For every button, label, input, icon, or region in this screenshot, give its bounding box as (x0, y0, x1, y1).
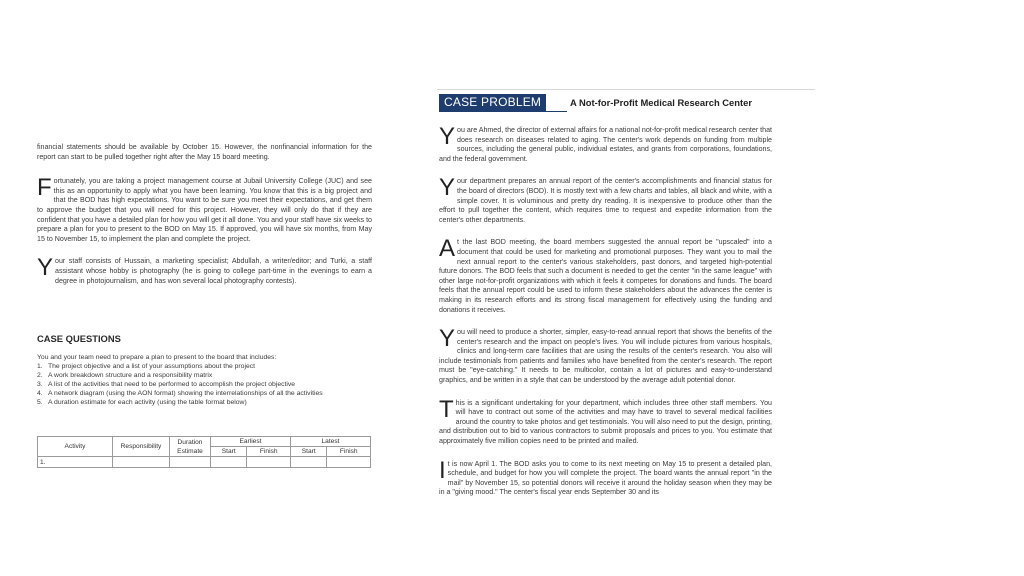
right-column (439, 123, 772, 498)
drop-cap: Y (439, 174, 456, 202)
badge-underline (439, 111, 567, 112)
table-row (38, 457, 371, 468)
table-cell (247, 457, 291, 468)
right-paragraph-1: You are Ahmed, the director of external affairs for a national not-for-profit medical research center that does research on diseases related to aging. The center's work depends on funding from multiple sources, including the general public, individual estates, and grants from corporations, foundations, and the federal government. (439, 123, 772, 163)
col-earliest-start: Start (211, 447, 247, 457)
right-paragraph-6: It is now April 1. The BOD asks you to come to its next meeting on May 15 to present a detailed plan, schedule, and budget for how you will complete the project. The board wants the annual report "in the mail" by November 15, so potential donors will receive it around the holiday season when they may be in a "giving mood." The center's fiscal year ends September 30 and its (439, 456, 772, 497)
case-questions-title: CASE QUESTIONS (37, 333, 121, 344)
header-rule (437, 89, 815, 90)
left-paragraph-3: Your staff consists of Hussain, a marketing specialist; Abdullah, a writer/editor; and Turki, a staff assistant whose hobby is photography (he is going to college part-time in the evenings to earn a degree in photojournalism, and has won several local photography contests). (37, 254, 372, 285)
col-activity: Activity (38, 437, 113, 457)
right-paragraph-4: You will need to produce a shorter, simpler, easy-to-read annual report that shows the benefits of the center's research and the impact on people's lives. You will include pictures from various hospitals, clinics and long-term care facilities that are using the results of the center's research. You also will include testimonials from patients and families who have benefited from the center's research. The report must be "eye-catching." It needs to be multicolor, contain a lot of pictures and easy-to-understand graphics, and be written in a style that can be understood by the average adult potential donor. (439, 325, 772, 385)
list-item: 2. A work breakdown structure and a responsibility matrix (37, 372, 213, 379)
left-paragraph-1: financial statements should be available by October 15. However, the nonfinancial information for the report can start to be pulled together right after the May 15 board meeting. (37, 143, 372, 161)
activity-table (37, 436, 371, 468)
case-problem-badge: CASE PROBLEM (439, 94, 546, 111)
col-latest: Latest (290, 437, 370, 447)
col-latest-start: Start (290, 447, 326, 457)
list-item: 5. A duration estimate for each activity (using the table format below) (37, 399, 247, 406)
table-cell (290, 457, 326, 468)
list-item: 4. A network diagram (using the AON format) showing the interrelationships of all the activities (37, 390, 323, 397)
list-item: 3. A list of the activities that need to be performed to accomplish the project objective (37, 381, 296, 388)
left-column (37, 143, 372, 286)
col-latest-finish: Finish (327, 447, 371, 457)
col-earliest-finish: Finish (247, 447, 291, 457)
table-cell (113, 457, 170, 468)
table-cell (170, 457, 211, 468)
table-cell (211, 457, 247, 468)
case-questions-list (37, 362, 372, 407)
case-questions-intro: You and your team need to prepare a plan to present to the board that includes: (37, 354, 277, 361)
right-paragraph-5: This is a significant undertaking for your department, which includes three other staff members. You will have to contract out some of the activities and may have to travel to several medical facilities around the country to take photos and get testimonials. You will also need to put the design, printing, and distribution out to bid to various contractors to submit proposals and prices to you. You estimate that approximately five million copies need to be printed and mailed. (439, 395, 772, 446)
right-paragraph-3: At the last BOD meeting, the board members suggested the annual report be "upscaled" into a document that could be used for marketing and promotional purposes. They want you to mail the next annual report to the center's various stakeholders, past donors, and targeted high-potential future donors. The BOD feels that such a document is needed to get the center "in the same league" with other large not-for-profit organizations with which it feels it competes for donations and funds. The board feels that the annual report could be used to inform these stakeholders about the advances the center is making in its research efforts and its strong fiscal management for effectively using the funding and donations it receives. (439, 235, 772, 314)
right-paragraph-2: Your department prepares an annual report of the center's accomplishments and financial status for the board of directors (BOD). It is mostly text with a few charts and tables, all black and white, with a simple cover. It is voluminous and pretty dry reading. It is inexpensive to produce other than the effort to pull together the content, which requires time to request and expedite information from the center's other departments. (439, 174, 772, 224)
drop-cap: Y (439, 325, 456, 353)
drop-cap: Y (37, 254, 54, 282)
drop-cap: Y (439, 123, 456, 150)
col-earliest: Earliest (211, 437, 291, 447)
drop-cap: T (439, 395, 454, 423)
col-duration: Duration Estimate (170, 437, 211, 457)
drop-cap: I (439, 456, 446, 484)
table-cell (327, 457, 371, 468)
case-problem-header (439, 94, 815, 111)
list-item: 1. The project objective and a list of your assumptions about the project (37, 363, 256, 370)
drop-cap: A (439, 235, 456, 263)
table-cell: 1. (38, 457, 113, 468)
drop-cap: F (37, 174, 52, 202)
case-problem-title: A Not-for-Profit Medical Research Center (570, 97, 752, 108)
col-responsibility: Responsibility (113, 437, 170, 457)
left-paragraph-2: Fortunately, you are taking a project management course at Jubail University College (JUC) and see this as an opportunity to apply what you have been learning. You know that this is a big project and that the BOD has high expectations. You want to be sure you meet their expectations, and get them to approve the budget that you will need for this project. However, they will only do that if they are confident that you have a detailed plan for how you will get it all done. You and your staff have six weeks to prepare a plan for you to present to the BOD on May 15. If approved, you will have six months, from May 15 to November 15, to implement the plan and complete the project. (37, 174, 372, 243)
